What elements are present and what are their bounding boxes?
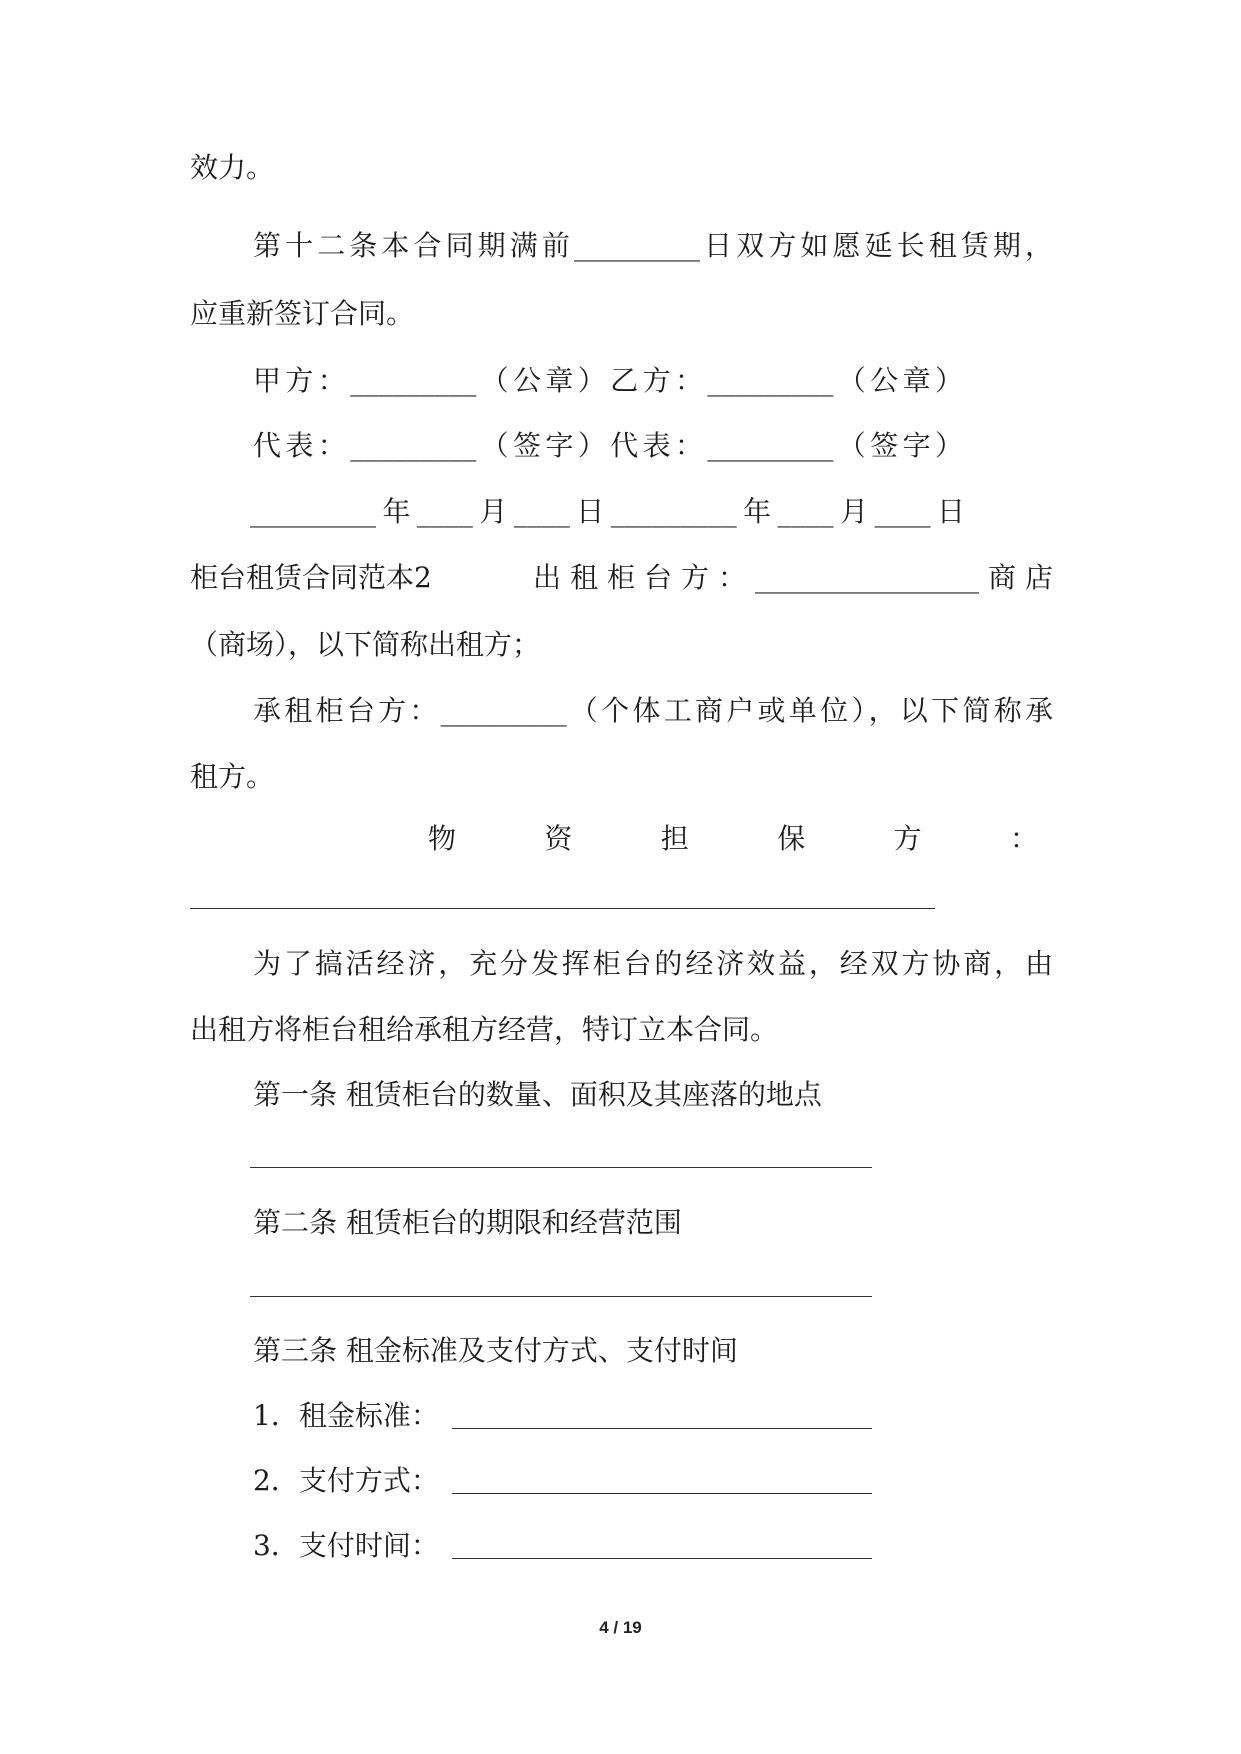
lessor-line: 出租柜台方：________________商店 (533, 561, 1053, 594)
party-seal-line: 甲方：_________（公章）乙方：_________（公章） (253, 364, 963, 397)
article-2-blank (250, 1296, 872, 1297)
article-1-blank (250, 1167, 872, 1168)
template-title: 柜台租赁合同范本2 (190, 561, 432, 594)
rent-standard-label: 1．租金标准： (253, 1399, 439, 1432)
representative-sign-line: 代表：_________（签字）代表：_________（签字） (253, 429, 963, 462)
article-1-heading: 第一条 租赁柜台的数量、面积及其座落的地点 (253, 1078, 822, 1111)
preamble-line2: 出租方将柜台租给承租方经营，特订立本合同。 (190, 1013, 779, 1046)
lessor-line-cont: （商场），以下简称出租方； (190, 628, 541, 661)
payment-time-label: 3．支付时间： (253, 1529, 439, 1562)
article-3-heading: 第三条 租金标准及支付方式、支付时间 (253, 1334, 738, 1367)
clause-12-line1: 第十二条本合同期满前_________日双方如愿延长租赁期， (253, 229, 1053, 262)
payment-method-blank (452, 1493, 872, 1494)
date-line: _________年____月____日_________年____月____日 (250, 495, 965, 528)
lessee-line: 承租柜台方：_________（个体工商户或单位），以下简称承 (253, 694, 1053, 727)
clause-12-line2: 应重新签订合同。 (190, 297, 415, 330)
line-effect: 效力。 (190, 151, 275, 184)
payment-time-blank (452, 1558, 872, 1559)
lessee-line-cont: 租方。 (190, 760, 275, 793)
page-number: 4 / 19 (599, 1618, 642, 1637)
preamble-line1: 为了搞活经济，充分发挥柜台的经济效益，经双方协商，由 (253, 947, 1053, 980)
article-2-heading: 第二条 租赁柜台的期限和经营范围 (253, 1206, 682, 1239)
guarantor-label: 物资担保方： (428, 822, 1038, 855)
rent-standard-blank (452, 1428, 872, 1429)
payment-method-label: 2．支付方式： (253, 1464, 439, 1497)
guarantor-blank (190, 908, 935, 909)
